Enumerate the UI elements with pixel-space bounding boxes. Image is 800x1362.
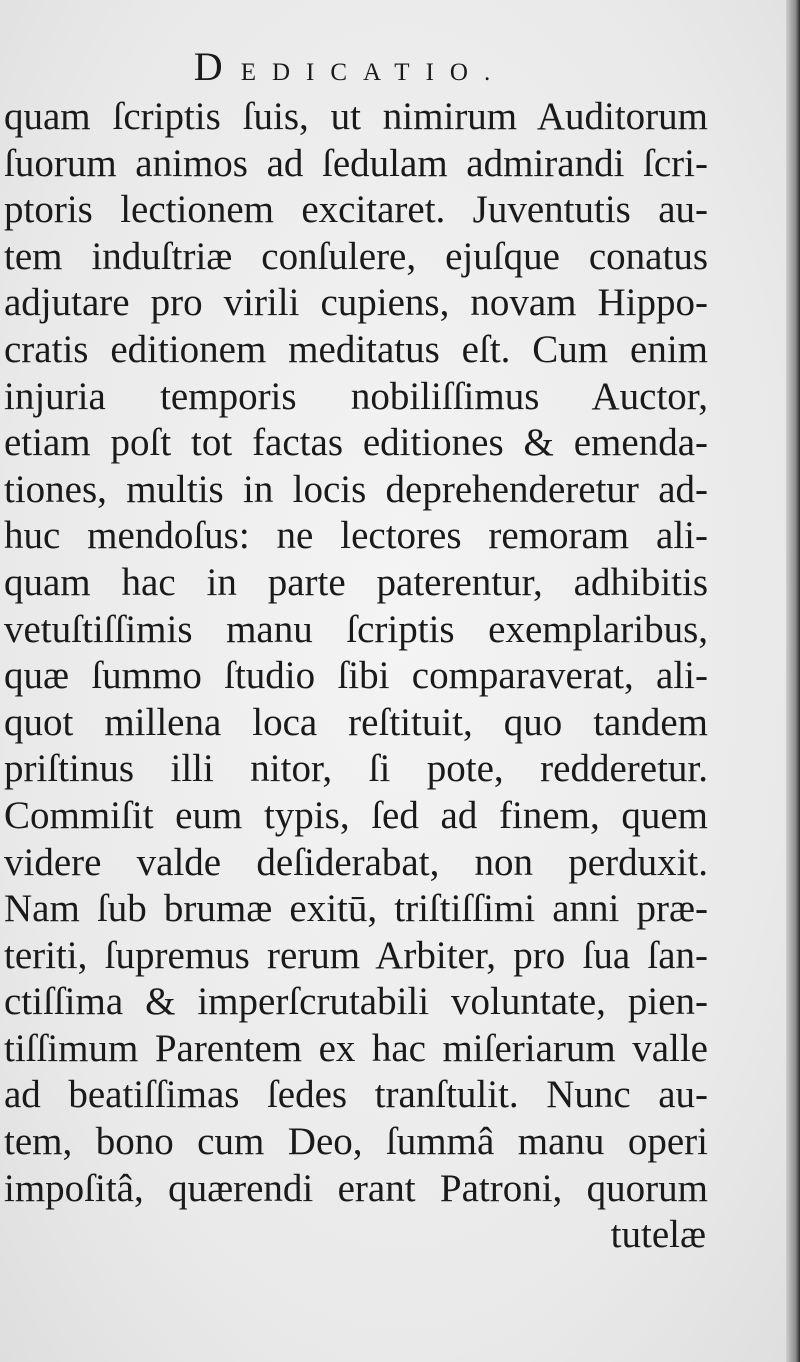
- text-line: ſuorum animos ad ſedulam admirandi ſcri-: [4, 141, 708, 185]
- text-line: impoſitâ, quærendi erant Patroni, quorum: [4, 1166, 708, 1210]
- text-line: ctiſſima & imperſcrutabili voluntate, pien-: [4, 980, 708, 1024]
- text-line: etiam poſt tot factas editiones & emenda-: [4, 421, 708, 465]
- text-line: tiſſimum Parentem ex hac miſeriarum valle: [4, 1026, 708, 1070]
- page-edge-shadow: [786, 0, 800, 1362]
- body-text: [4, 94, 708, 1259]
- text-line: Nam ſub brumæ exitū, triſtiſſimi anni præ-: [4, 887, 708, 931]
- text-line: tem induſtriæ conſulere, ejuſque conatus: [4, 234, 708, 278]
- text-line: cratis editionem meditatus eſt. Cum enim: [4, 327, 708, 371]
- text-line: Commiſit eum typis, ſed ad finem, quem: [4, 793, 708, 837]
- text-line: quot millena loca reſtituit, quo tandem: [4, 700, 708, 744]
- text-line: quam hac in parte paterentur, adhibitis: [4, 560, 708, 604]
- text-line: videre valde deſiderabat, non perduxit.: [4, 840, 708, 884]
- catchword: tutelæ: [610, 1213, 706, 1257]
- text-line: injuria temporis nobiliſſimus Auctor,: [4, 374, 708, 418]
- text-line: quæ ſummo ſtudio ſibi comparaverat, ali-: [4, 654, 708, 698]
- running-head-rest: EDICATIO.: [240, 59, 507, 86]
- text-line: vetuſtiſſimis manu ſcriptis exemplaribus,: [4, 607, 708, 651]
- text-line: ad beatiſſimas ſedes tranſtulit. Nunc au-: [4, 1073, 708, 1117]
- text-line: huc mendoſus: ne lectores remoram ali-: [4, 514, 708, 558]
- text-line: tiones, multis in locis deprehenderetur ad-: [4, 467, 708, 511]
- text-line: quam ſcriptis ſuis, ut nimirum Auditorum: [4, 95, 708, 138]
- running-head-initial: D: [193, 44, 241, 89]
- text-line: teriti, ſupremus rerum Arbiter, pro ſua ſan-: [4, 933, 708, 977]
- text-line: ptoris lectionem excitaret. Juventutis au-: [4, 188, 708, 232]
- text-line: adjutare pro virili cupiens, novam Hippo-: [4, 281, 708, 325]
- running-head: [0, 42, 700, 98]
- text-line: priſtinus illi nitor, ſi pote, redderetur.: [4, 747, 708, 791]
- text-line: tem, bono cum Deo, ſummâ manu operi: [4, 1120, 708, 1164]
